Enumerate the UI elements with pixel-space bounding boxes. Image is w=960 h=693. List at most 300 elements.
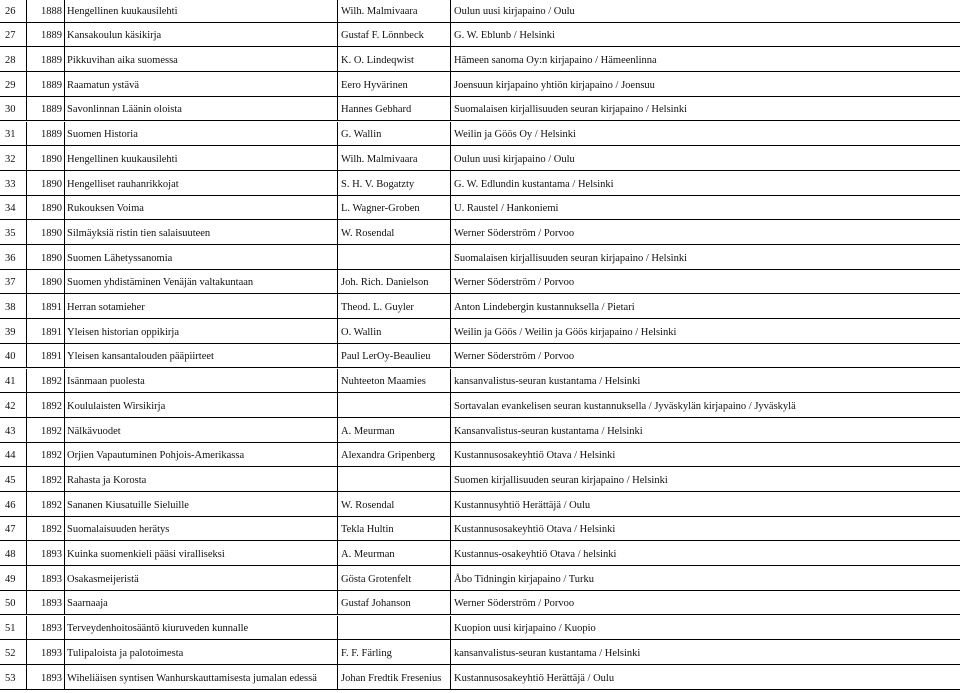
row-publisher-cell — [451, 467, 960, 491]
row-publisher: kansanvalistus-seuran kustantama / Helsinki — [454, 376, 641, 388]
table-row — [0, 640, 960, 665]
row-number: 27 — [5, 30, 16, 42]
row-title-cell — [65, 23, 338, 47]
row-number-cell — [0, 517, 27, 541]
row-year: 1891 — [41, 351, 62, 363]
row-title: Koululaisten Wirsikirja — [67, 400, 166, 412]
row-number: 37 — [5, 277, 16, 289]
row-author: W. Rosendal — [341, 227, 395, 239]
row-title: Pikkuvihan aika suomessa — [67, 55, 178, 67]
row-publisher-cell — [451, 369, 960, 393]
row-publisher: G. W. Edlundin kustantama / Helsinki — [454, 178, 614, 190]
row-author-cell — [338, 492, 451, 516]
row-author-cell — [338, 393, 451, 417]
row-year: 1891 — [41, 302, 62, 314]
row-publisher-cell — [451, 319, 960, 343]
row-author: Gustaf Johanson — [341, 598, 411, 610]
row-number-cell — [0, 591, 27, 615]
row-author-cell — [338, 467, 451, 491]
row-publisher: Åbo Tidningin kirjapaino / Turku — [454, 573, 595, 585]
row-number-cell — [0, 541, 27, 565]
row-publisher: Suomalaisen kirjallisuuden seuran kirjapaino / Helsinki — [454, 104, 687, 116]
row-author: O. Wallin — [341, 326, 382, 338]
row-author-cell — [338, 146, 451, 170]
row-title-cell — [65, 319, 338, 343]
row-year: 1890 — [41, 227, 62, 239]
row-publisher: kansanvalistus-seuran kustantama / Helsinki — [454, 647, 641, 659]
row-year: 1888 — [41, 5, 62, 17]
row-title-cell — [65, 591, 338, 615]
row-publisher: Kuopion uusi kirjapaino / Kuopio — [454, 623, 596, 635]
row-year-cell — [27, 0, 65, 22]
row-number-cell — [0, 0, 27, 22]
table-row — [0, 23, 960, 48]
row-author-cell — [338, 72, 451, 96]
table-row — [0, 72, 960, 97]
row-title-cell — [65, 220, 338, 244]
row-year: 1892 — [41, 400, 62, 412]
row-year: 1890 — [41, 277, 62, 289]
row-title-cell — [65, 517, 338, 541]
row-title-cell — [65, 72, 338, 96]
row-author: Paul LerOy-Beaulieu — [341, 351, 431, 363]
row-number: 51 — [5, 623, 16, 635]
row-year-cell — [27, 344, 65, 368]
row-publisher: G. W. Eblunb / Helsinki — [454, 30, 555, 42]
row-year-cell — [27, 640, 65, 664]
row-number: 41 — [5, 376, 16, 388]
row-publisher: Suomalaisen kirjallisuuden seuran kirjapaino / Helsinki — [454, 252, 687, 264]
row-author-cell — [338, 23, 451, 47]
table-row — [0, 319, 960, 344]
row-title: Rukouksen Voima — [67, 203, 144, 215]
row-author-cell — [338, 47, 451, 71]
row-publisher: Anton Lindebergin kustannuksella / Pietari — [454, 302, 635, 314]
row-year: 1892 — [41, 524, 62, 536]
row-author: Johan Fredtik Fresenius — [341, 672, 442, 684]
row-author: S. H. V. Bogatzty — [341, 178, 415, 190]
row-year-cell — [27, 270, 65, 294]
table-row — [0, 616, 960, 641]
row-author-cell — [338, 0, 451, 22]
row-publisher: Kustannus-osakeyhtiö Otava / helsinki — [454, 549, 617, 561]
row-publisher: Weilin ja Göös Oy / Helsinki — [454, 129, 576, 141]
row-number-cell — [0, 97, 27, 121]
row-publisher: Werner Söderström / Porvoo — [454, 227, 575, 239]
row-author: Gösta Grotenfelt — [341, 573, 412, 585]
row-title: Hengelliset rauhanrikkojat — [67, 178, 179, 190]
row-title-cell — [65, 270, 338, 294]
row-title: Raamatun ystävä — [67, 79, 140, 91]
row-number: 35 — [5, 227, 16, 239]
row-title: Suomalaisuuden herätys — [67, 524, 170, 536]
table-row — [0, 294, 960, 319]
table-row — [0, 344, 960, 369]
row-publisher-cell — [451, 23, 960, 47]
row-year: 1892 — [41, 499, 62, 511]
row-publisher-cell — [451, 566, 960, 590]
row-year-cell — [27, 245, 65, 269]
row-title-cell — [65, 146, 338, 170]
row-title: Orjien Vapautuminen Pohjois-Amerikassa — [67, 450, 245, 462]
row-publisher: Werner Söderström / Porvoo — [454, 351, 575, 363]
row-publisher: Suomen kirjallisuuden seuran kirjapaino / Helsinki — [454, 474, 668, 486]
row-title: Yleisen kansantalouden pääpiirteet — [67, 351, 214, 363]
row-title: Isänmaan puolesta — [67, 376, 145, 388]
row-publisher-cell — [451, 146, 960, 170]
row-year: 1889 — [41, 104, 62, 116]
row-title-cell — [65, 541, 338, 565]
row-year-cell — [27, 591, 65, 615]
row-publisher: Werner Söderström / Porvoo — [454, 277, 575, 289]
row-title: Wiheliäisen syntisen Wanhurskauttamisesta jumalan edessä — [67, 672, 317, 684]
row-publisher-cell — [451, 171, 960, 195]
row-publisher: Weilin ja Göös / Weilin ja Göös kirjapaino / Helsinki — [454, 326, 677, 338]
row-title: Silmäyksiä ristin tien salaisuuteen — [67, 227, 211, 239]
row-publisher-cell — [451, 591, 960, 615]
row-year: 1890 — [41, 153, 62, 165]
row-author-cell — [338, 294, 451, 318]
row-author-cell — [338, 443, 451, 467]
row-author-cell — [338, 245, 451, 269]
row-author-cell — [338, 344, 451, 368]
row-year-cell — [27, 23, 65, 47]
row-year-cell — [27, 146, 65, 170]
row-year: 1890 — [41, 178, 62, 190]
row-number: 29 — [5, 79, 16, 91]
row-number-cell — [0, 467, 27, 491]
row-author: Wilh. Malmivaara — [341, 153, 418, 165]
row-year: 1893 — [41, 549, 62, 561]
row-number-cell — [0, 418, 27, 442]
row-number-cell — [0, 492, 27, 516]
row-publisher: Oulun uusi kirjapaino / Oulu — [454, 5, 575, 17]
table-row — [0, 220, 960, 245]
table-row — [0, 122, 960, 147]
row-year-cell — [27, 196, 65, 220]
row-publisher-cell — [451, 517, 960, 541]
row-author-cell — [338, 171, 451, 195]
row-author: Hannes Gebhard — [341, 104, 412, 116]
row-year-cell — [27, 122, 65, 146]
row-title: Yleisen historian oppikirja — [67, 326, 179, 338]
row-publisher: U. Raustel / Hankoniemi — [454, 203, 559, 215]
row-title: Tulipaloista ja palotoimesta — [67, 647, 184, 659]
row-title-cell — [65, 245, 338, 269]
row-number: 46 — [5, 499, 16, 511]
row-number: 31 — [5, 129, 16, 141]
row-number: 47 — [5, 524, 16, 536]
row-title: Suomen Lähetyssanomia — [67, 252, 173, 264]
row-author: Theod. L. Guyler — [341, 302, 414, 314]
row-publisher-cell — [451, 541, 960, 565]
row-author: K. O. Lindeqwist — [341, 55, 414, 67]
table-row — [0, 418, 960, 443]
table-row — [0, 665, 960, 690]
row-number: 52 — [5, 647, 16, 659]
row-author-cell — [338, 591, 451, 615]
row-year: 1893 — [41, 647, 62, 659]
row-title-cell — [65, 418, 338, 442]
table-row — [0, 369, 960, 394]
row-title-cell — [65, 294, 338, 318]
row-year: 1892 — [41, 425, 62, 437]
row-year: 1892 — [41, 376, 62, 388]
row-number-cell — [0, 665, 27, 689]
row-number: 33 — [5, 178, 16, 190]
table-row — [0, 393, 960, 418]
row-number: 39 — [5, 326, 16, 338]
row-number-cell — [0, 393, 27, 417]
row-number-cell — [0, 443, 27, 467]
row-author: Tekla Hultin — [341, 524, 394, 536]
row-year-cell — [27, 97, 65, 121]
row-author-cell — [338, 418, 451, 442]
row-number-cell — [0, 294, 27, 318]
table-row — [0, 97, 960, 122]
row-title: Terveydenhoitosääntö kiuruveden kunnalle — [67, 623, 249, 635]
row-publisher: Werner Söderström / Porvoo — [454, 598, 575, 610]
table-row — [0, 245, 960, 270]
row-author: Eero Hyvärinen — [341, 79, 408, 91]
table-row — [0, 517, 960, 542]
row-number-cell — [0, 122, 27, 146]
table-row — [0, 171, 960, 196]
row-number-cell — [0, 196, 27, 220]
row-author-cell — [338, 566, 451, 590]
row-publisher-cell — [451, 294, 960, 318]
row-number: 36 — [5, 252, 16, 264]
row-number: 32 — [5, 153, 16, 165]
row-number-cell — [0, 245, 27, 269]
row-year: 1889 — [41, 129, 62, 141]
row-year: 1892 — [41, 450, 62, 462]
row-author-cell — [338, 640, 451, 664]
row-year: 1889 — [41, 55, 62, 67]
row-publisher-cell — [451, 270, 960, 294]
row-title-cell — [65, 369, 338, 393]
row-publisher-cell — [451, 97, 960, 121]
row-year-cell — [27, 418, 65, 442]
row-author-cell — [338, 220, 451, 244]
row-number: 34 — [5, 203, 16, 215]
row-number: 50 — [5, 598, 16, 610]
row-publisher: Kansanvalistus-seuran kustantama / Helsinki — [454, 425, 643, 437]
row-author-cell — [338, 319, 451, 343]
row-number: 28 — [5, 55, 16, 67]
row-title-cell — [65, 344, 338, 368]
row-publisher-cell — [451, 245, 960, 269]
row-number-cell — [0, 640, 27, 664]
row-title: Nälkävuodet — [67, 425, 121, 437]
row-number: 43 — [5, 425, 16, 437]
row-title: Sananen Kiusatuille Sieluille — [67, 499, 189, 511]
row-year: 1893 — [41, 598, 62, 610]
row-year: 1890 — [41, 203, 62, 215]
row-publisher-cell — [451, 492, 960, 516]
row-number-cell — [0, 47, 27, 71]
row-title: Osakasmeijeristä — [67, 573, 139, 585]
row-publisher-cell — [451, 122, 960, 146]
row-title-cell — [65, 0, 338, 22]
row-number-cell — [0, 616, 27, 640]
row-author: A. Meurman — [341, 549, 395, 561]
row-number-cell — [0, 171, 27, 195]
row-publisher-cell — [451, 665, 960, 689]
row-year-cell — [27, 47, 65, 71]
table-row — [0, 196, 960, 221]
row-author-cell — [338, 196, 451, 220]
row-number: 48 — [5, 549, 16, 561]
row-publisher: Sortavalan evankelisen seuran kustannuksella / Jyväskylän kirjapaino / Jyväskylä — [454, 400, 796, 412]
row-publisher-cell — [451, 393, 960, 417]
row-number-cell — [0, 319, 27, 343]
row-title-cell — [65, 467, 338, 491]
row-title-cell — [65, 616, 338, 640]
row-year-cell — [27, 665, 65, 689]
row-title: Hengellinen kuukausilehti — [67, 153, 178, 165]
row-year-cell — [27, 541, 65, 565]
row-year: 1892 — [41, 474, 62, 486]
row-number-cell — [0, 146, 27, 170]
row-publisher-cell — [451, 72, 960, 96]
row-year-cell — [27, 393, 65, 417]
row-author-cell — [338, 665, 451, 689]
row-number: 49 — [5, 573, 16, 585]
row-year-cell — [27, 517, 65, 541]
row-year-cell — [27, 319, 65, 343]
table-row — [0, 591, 960, 616]
row-author: Gustaf F. Lönnbeck — [341, 30, 424, 42]
row-number-cell — [0, 344, 27, 368]
row-year: 1890 — [41, 252, 62, 264]
row-year-cell — [27, 467, 65, 491]
row-author-cell — [338, 122, 451, 146]
row-number-cell — [0, 23, 27, 47]
row-publisher: Kustannusosakeyhtiö Otava / Helsinki — [454, 524, 616, 536]
row-author-cell — [338, 541, 451, 565]
row-title-cell — [65, 443, 338, 467]
row-number: 40 — [5, 351, 16, 363]
row-author: F. F. Färling — [341, 647, 392, 659]
row-title-cell — [65, 171, 338, 195]
row-number: 45 — [5, 474, 16, 486]
row-author-cell — [338, 270, 451, 294]
row-publisher: Joensuun kirjapaino yhtiön kirjapaino / Joensuu — [454, 79, 655, 91]
row-year-cell — [27, 616, 65, 640]
row-number: 38 — [5, 302, 16, 314]
row-author-cell — [338, 517, 451, 541]
row-title-cell — [65, 47, 338, 71]
row-number-cell — [0, 369, 27, 393]
row-year: 1891 — [41, 326, 62, 338]
row-year: 1889 — [41, 30, 62, 42]
row-number-cell — [0, 270, 27, 294]
row-year-cell — [27, 566, 65, 590]
row-number-cell — [0, 566, 27, 590]
row-year: 1893 — [41, 672, 62, 684]
row-title: Suomen Historia — [67, 129, 138, 141]
row-publisher-cell — [451, 616, 960, 640]
row-number-cell — [0, 220, 27, 244]
row-number: 26 — [5, 5, 16, 17]
row-title-cell — [65, 393, 338, 417]
table-row — [0, 566, 960, 591]
row-title-cell — [65, 196, 338, 220]
row-year-cell — [27, 369, 65, 393]
row-author: W. Rosendal — [341, 499, 395, 511]
row-author: G. Wallin — [341, 129, 382, 141]
row-publisher: Kustannusosakeyhtiö Otava / Helsinki — [454, 450, 616, 462]
row-publisher-cell — [451, 47, 960, 71]
row-title: Saarnaaja — [67, 598, 108, 610]
row-year: 1889 — [41, 79, 62, 91]
row-title: Savonlinnan Läänin oloista — [67, 104, 182, 116]
row-author: A. Meurman — [341, 425, 395, 437]
row-number: 42 — [5, 400, 16, 412]
table-row — [0, 443, 960, 468]
table-row — [0, 541, 960, 566]
row-publisher-cell — [451, 220, 960, 244]
row-author: Joh. Rich. Danielson — [341, 277, 429, 289]
row-number: 30 — [5, 104, 16, 116]
row-author: Nuhteeton Maamies — [341, 376, 426, 388]
row-publisher: Oulun uusi kirjapaino / Oulu — [454, 153, 575, 165]
row-publisher-cell — [451, 443, 960, 467]
row-title: Kuinka suomenkieli pääsi viralliseksi — [67, 549, 225, 561]
row-publisher-cell — [451, 344, 960, 368]
row-publisher-cell — [451, 418, 960, 442]
row-title: Hengellinen kuukausilehti — [67, 5, 178, 17]
row-author: Wilh. Malmivaara — [341, 5, 418, 17]
row-author: L. Wagner-Groben — [341, 203, 420, 215]
row-year: 1893 — [41, 623, 62, 635]
row-author-cell — [338, 97, 451, 121]
table-row — [0, 467, 960, 492]
row-title-cell — [65, 665, 338, 689]
table-row — [0, 0, 960, 23]
table-row — [0, 492, 960, 517]
row-title: Rahasta ja Korosta — [67, 474, 147, 486]
row-publisher: Kustannusosakeyhtiö Herättäjä / Oulu — [454, 672, 615, 684]
row-author: Alexandra Gripenberg — [341, 450, 435, 462]
row-number: 44 — [5, 450, 16, 462]
row-year-cell — [27, 171, 65, 195]
table-row — [0, 47, 960, 72]
row-year: 1893 — [41, 573, 62, 585]
row-title-cell — [65, 97, 338, 121]
row-title-cell — [65, 122, 338, 146]
row-title: Herran sotamieher — [67, 302, 145, 314]
row-publisher: Kustannusyhtiö Herättäjä / Oulu — [454, 499, 591, 511]
row-year-cell — [27, 294, 65, 318]
row-year-cell — [27, 220, 65, 244]
row-year-cell — [27, 72, 65, 96]
row-title-cell — [65, 492, 338, 516]
row-year-cell — [27, 492, 65, 516]
row-publisher-cell — [451, 196, 960, 220]
table-row — [0, 270, 960, 295]
row-number: 53 — [5, 672, 16, 684]
row-year-cell — [27, 443, 65, 467]
row-publisher: Hämeen sanoma Oy:n kirjapaino / Hämeenlinna — [454, 55, 657, 67]
row-title: Suomen yhdistäminen Venäjän valtakuntaan — [67, 277, 254, 289]
row-publisher-cell — [451, 0, 960, 22]
row-title-cell — [65, 566, 338, 590]
table-row — [0, 146, 960, 171]
row-author-cell — [338, 369, 451, 393]
row-author-cell — [338, 616, 451, 640]
